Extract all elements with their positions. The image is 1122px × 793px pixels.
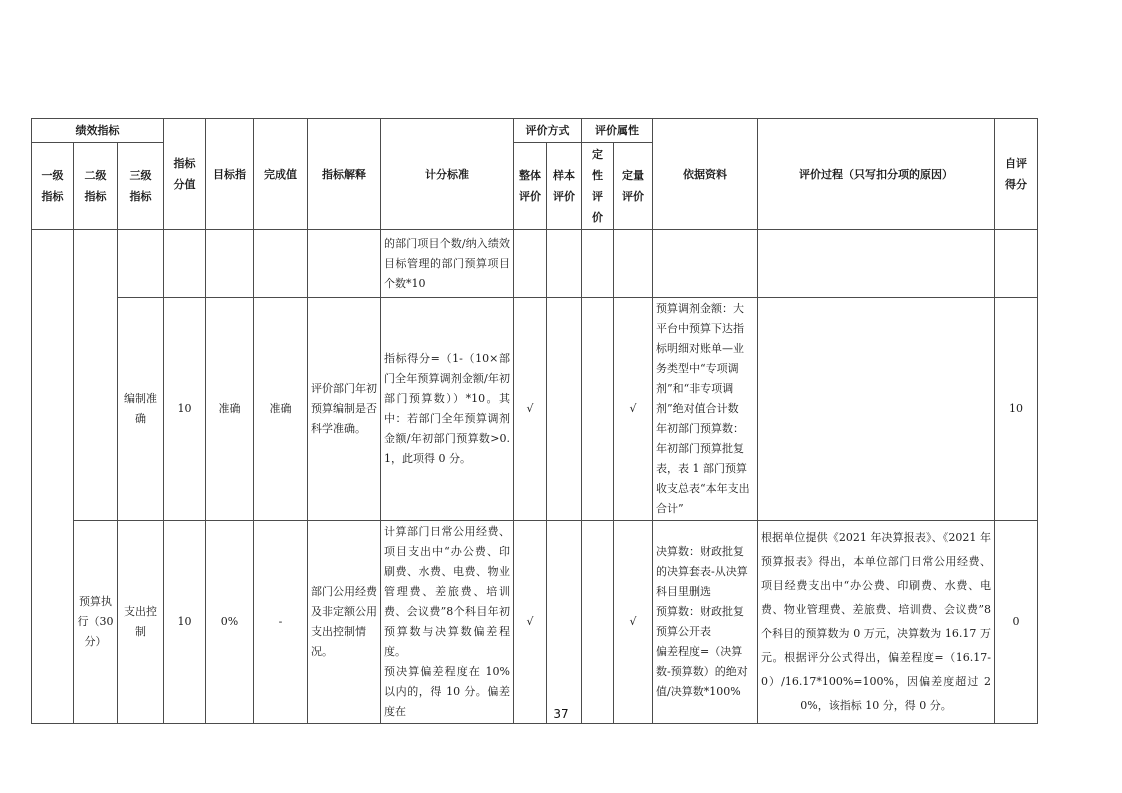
cell-quantitative-row1 bbox=[614, 230, 653, 298]
cell-process-row2 bbox=[758, 298, 995, 521]
cell-explain-row1 bbox=[308, 230, 381, 298]
cell-basis-row3: 决算数：财政批复的决算套表-从决算科目里删选 预算数：财政批复预算公开表 偏差程度=（决算数-预算数）的绝对值/决算数*100% bbox=[653, 521, 758, 724]
cell-overall-row2-checkmark: √ bbox=[514, 298, 547, 521]
header-method-group: 评价方式 bbox=[514, 119, 582, 143]
cell-overall-row3-checkmark: √ bbox=[514, 521, 547, 724]
header-qualitative: 定性评价 bbox=[582, 143, 614, 230]
cell-level1-merged bbox=[32, 230, 74, 724]
header-target: 目标指 bbox=[206, 119, 254, 230]
cell-self-score-row3: 0 bbox=[995, 521, 1038, 724]
cell-score-row2: 10 bbox=[164, 298, 206, 521]
cell-qualitative-row2 bbox=[582, 298, 614, 521]
cell-self-score-row2: 10 bbox=[995, 298, 1038, 521]
cell-self-score-row1 bbox=[995, 230, 1038, 298]
cell-score-row3: 10 bbox=[164, 521, 206, 724]
cell-target-row2: 准确 bbox=[206, 298, 254, 521]
cell-quantitative-row2-checkmark: √ bbox=[614, 298, 653, 521]
header-performance-group: 绩效指标 bbox=[32, 119, 164, 143]
cell-completion-row1 bbox=[254, 230, 308, 298]
cell-process-row1 bbox=[758, 230, 995, 298]
cell-level3-row1 bbox=[118, 230, 164, 298]
header-completion: 完成值 bbox=[254, 119, 308, 230]
header-sample: 样本评价 bbox=[547, 143, 582, 230]
page-number: 37 bbox=[553, 707, 569, 721]
cell-level3-row2: 编制准确 bbox=[118, 298, 164, 521]
cell-sample-row3 bbox=[547, 521, 582, 724]
cell-level2-row3: 预算执行（30分） bbox=[74, 521, 118, 724]
header-process: 评价过程（只写扣分项的原因） bbox=[758, 119, 995, 230]
header-self-score: 自评得分 bbox=[995, 119, 1038, 230]
cell-level3-row3: 支出控制 bbox=[118, 521, 164, 724]
cell-completion-row2: 准确 bbox=[254, 298, 308, 521]
performance-indicator-table bbox=[31, 118, 1038, 724]
cell-basis-row2: 预算调剂金额：大平台中预算下达指标明细对账单—业务类型中“专项调剂”和“非专项调剂”绝对值合计数 年初部门预算数：年初部门预算批复表，表 1 部门预算收支总表“本年支出合计” bbox=[653, 298, 758, 521]
header-basis: 依据资料 bbox=[653, 119, 758, 230]
cell-score-row1 bbox=[164, 230, 206, 298]
cell-criteria-row1: 的部门项目个数/纳入绩效目标管理的部门预算项目个数*10 bbox=[381, 230, 514, 298]
header-score: 指标分值 bbox=[164, 119, 206, 230]
cell-criteria-row3: 计算部门日常公用经费、项目支出中“办公费、印刷费、水费、电费、物业管理费、差旅费、培训费、会议费”8个科目年初预算数与决算数偏差程度。 预决算偏差程度在 10%以内的，得 10 分。偏差度在 bbox=[381, 521, 514, 724]
header-level1: 一级指标 bbox=[32, 143, 74, 230]
header-criteria: 计分标准 bbox=[381, 119, 514, 230]
cell-quantitative-row3-checkmark: √ bbox=[614, 521, 653, 724]
header-level3: 三级指标 bbox=[118, 143, 164, 230]
cell-level2-merged-empty bbox=[74, 230, 118, 521]
cell-completion-row3: - bbox=[254, 521, 308, 724]
cell-target-row1 bbox=[206, 230, 254, 298]
header-quantitative: 定量评价 bbox=[614, 143, 653, 230]
cell-qualitative-row3 bbox=[582, 521, 614, 724]
cell-qualitative-row1 bbox=[582, 230, 614, 298]
header-attribute-group: 评价属性 bbox=[582, 119, 653, 143]
cell-process-row3: 根据单位提供《2021 年决算报表》、《2021 年预算报表》得出，本单位部门日常公用经费、项目经费支出中“办公费、印刷费、水费、电费、物业管理费、差旅费、培训费、会议费”8 个科目的预算数为 0 万元，决算数为 16.17 万元。根据评分公式得出，偏差程度=（16.17-0）/16.17*100%=100%，因偏差度超过 20%，该指标 10 分，得 0 分。 bbox=[758, 521, 995, 724]
cell-criteria-row2: 指标得分=（1-（10×部门全年预算调剂金额/年初部门预算数））*10。其中：若部门全年预算调剂金额/年初部门预算数>0.1，此项得 0 分。 bbox=[381, 298, 514, 521]
cell-explain-row3: 部门公用经费及非定额公用支出控制情况。 bbox=[308, 521, 381, 724]
header-explain: 指标解释 bbox=[308, 119, 381, 230]
cell-sample-row1 bbox=[547, 230, 582, 298]
cell-explain-row2: 评价部门年初预算编制是否科学准确。 bbox=[308, 298, 381, 521]
cell-sample-row2 bbox=[547, 298, 582, 521]
cell-overall-row1 bbox=[514, 230, 547, 298]
cell-basis-row1 bbox=[653, 230, 758, 298]
header-level2: 二级指标 bbox=[74, 143, 118, 230]
cell-target-row3: 0% bbox=[206, 521, 254, 724]
header-overall: 整体评价 bbox=[514, 143, 547, 230]
